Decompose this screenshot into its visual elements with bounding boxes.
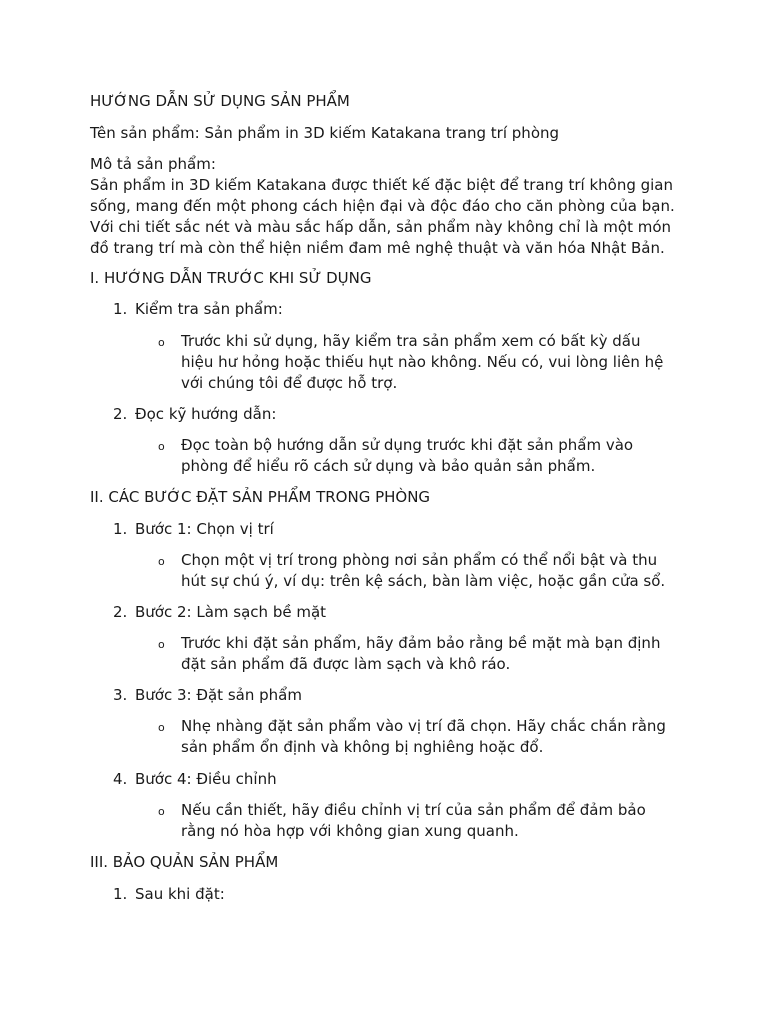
bullet-line: Chọn một vị trí trong phòng nơi sản phẩm có thể nổi bật và thu: [181, 551, 658, 569]
bullet-line: Trước khi sử dụng, hãy kiểm tra sản phẩm xem có bất kỳ dấu: [181, 332, 641, 350]
bullet-line: hút sự chú ý, ví dụ: trên kệ sách, bàn làm việc, hoặc gần cửa sổ.: [181, 572, 666, 590]
doc-title: HƯỚNG DẪN SỬ DỤNG SẢN PHẨM: [90, 92, 350, 110]
bullet-line: Đọc toàn bộ hướng dẫn sử dụng trước khi đặt sản phẩm vào: [181, 436, 634, 454]
bullet-icon: o: [158, 638, 165, 651]
bullet-line: phòng để hiểu rõ cách sử dụng và bảo quản sản phẩm.: [181, 457, 596, 475]
list-item-label: Bước 3: Đặt sản phẩm: [135, 686, 302, 704]
bullet-line: Trước khi đặt sản phẩm, hãy đảm bảo rằng bề mặt mà bạn định: [181, 634, 661, 652]
bullet-line: Nhẹ nhàng đặt sản phẩm vào vị trí đã chọn. Hãy chắc chắn rằng: [181, 717, 666, 735]
description-line: Sản phẩm in 3D kiếm Katakana được thiết kế đặc biệt để trang trí không gian: [90, 176, 674, 194]
bullet-icon: o: [158, 440, 165, 453]
list-number: 4.: [113, 770, 128, 788]
bullet-text: [181, 550, 681, 592]
bullet-line: đặt sản phẩm đã được làm sạch và khô ráo.: [181, 655, 511, 673]
section-heading: I. HƯỚNG DẪN TRƯỚC KHI SỬ DỤNG: [90, 269, 372, 287]
list-item-label: Đọc kỹ hướng dẫn:: [135, 405, 277, 423]
section-heading: II. CÁC BƯỚC ĐẶT SẢN PHẨM TRONG PHÒNG: [90, 488, 431, 506]
bullet-text: [181, 716, 681, 758]
bullet-icon: o: [158, 721, 165, 734]
list-item-label: Sau khi đặt:: [135, 885, 225, 903]
section-heading: III. BẢO QUẢN SẢN PHẨM: [90, 853, 279, 871]
product-name: Tên sản phẩm: Sản phẩm in 3D kiếm Katakana trang trí phòng: [90, 124, 560, 142]
list-number: 2.: [113, 405, 128, 423]
description-line: Với chi tiết sắc nét và màu sắc hấp dẫn, sản phẩm này không chỉ là một món: [90, 218, 672, 236]
list-number: 1.: [113, 520, 128, 538]
list-number: 3.: [113, 686, 128, 704]
bullet-line: sản phẩm ổn định và không bị nghiêng hoặc đổ.: [181, 738, 544, 756]
bullet-icon: o: [158, 336, 165, 349]
bullet-line: với chúng tôi để được hỗ trợ.: [181, 374, 398, 392]
list-item-label: Bước 2: Làm sạch bề mặt: [135, 603, 327, 621]
bullet-line: Nếu cần thiết, hãy điều chỉnh vị trí của sản phẩm để đảm bảo: [181, 801, 646, 819]
bullet-text: [181, 800, 681, 842]
bullet-line: rằng nó hòa hợp với không gian xung quanh.: [181, 822, 519, 840]
list-item-label: Bước 4: Điều chỉnh: [135, 770, 277, 788]
bullet-text: [181, 435, 681, 477]
bullet-icon: o: [158, 805, 165, 818]
list-number: 2.: [113, 603, 128, 621]
bullet-line: hiệu hư hỏng hoặc thiếu hụt nào không. Nếu có, vui lòng liên hệ: [181, 353, 664, 371]
list-number: 1.: [113, 300, 128, 318]
list-number: 1.: [113, 885, 128, 903]
bullet-text: [181, 331, 681, 394]
list-item-label: Kiểm tra sản phẩm:: [135, 300, 283, 318]
bullet-icon: o: [158, 555, 165, 568]
description-label: Mô tả sản phẩm:: [90, 155, 216, 173]
list-item-label: Bước 1: Chọn vị trí: [135, 520, 274, 538]
bullet-text: [181, 633, 681, 675]
description-paragraph: [90, 175, 690, 259]
description-line: đồ trang trí mà còn thể hiện niềm đam mê nghệ thuật và văn hóa Nhật Bản.: [90, 239, 665, 257]
description-line: sống, mang đến một phong cách hiện đại và độc đáo cho căn phòng của bạn.: [90, 197, 675, 215]
